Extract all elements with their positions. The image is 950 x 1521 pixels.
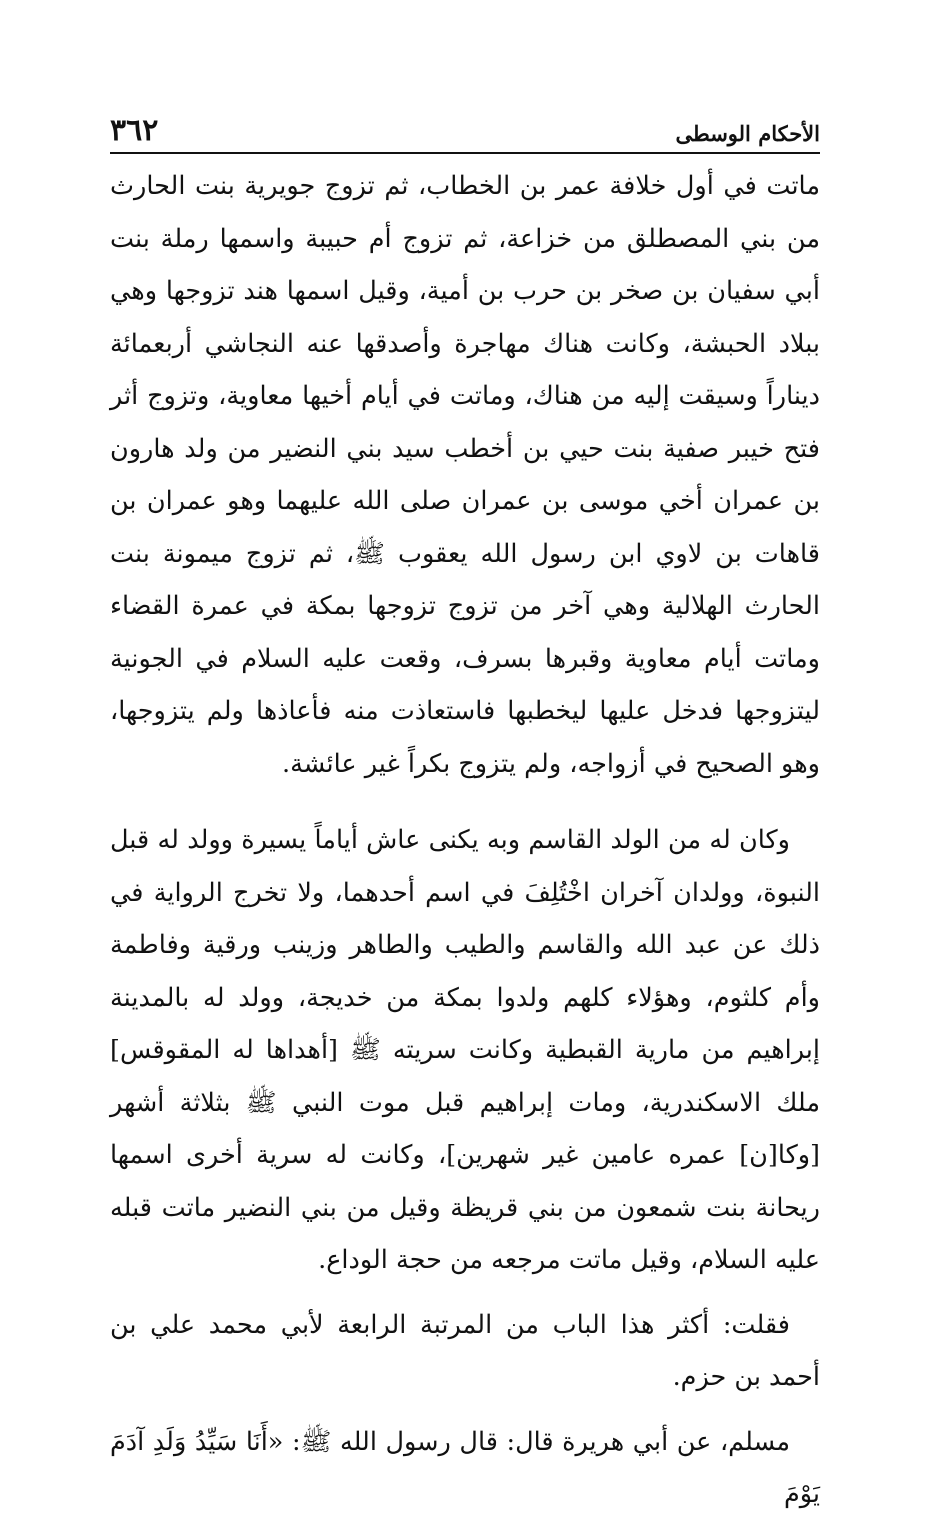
paragraph-hadith: مسلم، عن أبي هريرة قال: قال رسول الله ﷺ: «أَنَا سَيِّدُ وَلَدِ آدَمَ يَوْمَ xyxy=(110,1426,820,1509)
paragraph-wives: ماتت في أول خلافة عمر بن الخطاب، ثم تزوج جويرية بنت الحارث من بني المصطلق من خزاعة، ثم تزوج أم حبيبة واسمها رملة بنت أبي سفيان بن صخر بن حرب بن أمية، وقيل اسمها هند تزوجها وهي ببلاد الحبشة، وكانت هناك مهاجرة وأصدقها عنه النجاشي أربعمائة ديناراً وسيقت إليه من هناك، وماتت في أيام أخيها معاوية، وتزوج أثر فتح خيبر صفية بنت حيي بن أخطب سيد بني النضير من ولد هارون بن عمران أخي موسى بن عمران صلى الله عليهما وهو عمران بن قاهات بن لاوي ابن رسول الله يعقوب ﷺ، ثم تزوج ميمونة بنت الحارث الهلالية وهي آخر من تزوج تزوجها بمكة في عمرة القضاء وماتت أيام معاوية وقبرها بسرف، وقعت عليه السلام في الجونية ليتزوجها فدخل عليها ليخطبها فاستعاذت منه فأعاذها ولم يتزوجها، وهو الصحيح في أزواجه، ولم يتزوج بكراً غير عائشة. xyxy=(110,171,820,779)
paragraph-author-note: فقلت: أكثر هذا الباب من المرتبة الرابعة لأبي محمد علي بن أحمد بن حزم. xyxy=(110,1309,820,1392)
body-text xyxy=(110,160,820,1521)
page-number: ٣٦٢ xyxy=(110,113,159,148)
paragraph-children: وكان له من الولد القاسم وبه يكنى عاش أياماً يسيرة وولد له قبل النبوة، وولدان آخران اخْتُلِفَ في اسم أحدهما، ولا تخرج الرواية في ذلك عن عبد الله والقاسم والطيب والطاهر وزينب ورقية وفاطمة وأم كلثوم، وهؤلاء كلهم ولدوا بمكة من خديجة، وولد له بالمدينة إبراهيم من مارية القبطية وكانت سريته ﷺ [أهداها له المقوقس] ملك الاسكندرية، ومات إبراهيم قبل موت النبي ﷺ بثلاثة أشهر [وكا[ن] عمره عامين غير شهرين]، وكانت له سرية أخرى اسمها ريحانة بنت شمعون من بني قريظة وقيل من بني النضير ماتت قبله عليه السلام، وقيل ماتت مرجعه من حجة الوداع. xyxy=(110,825,820,1275)
book-title: الأحكام الوسطى xyxy=(675,121,820,146)
running-header xyxy=(110,108,820,154)
